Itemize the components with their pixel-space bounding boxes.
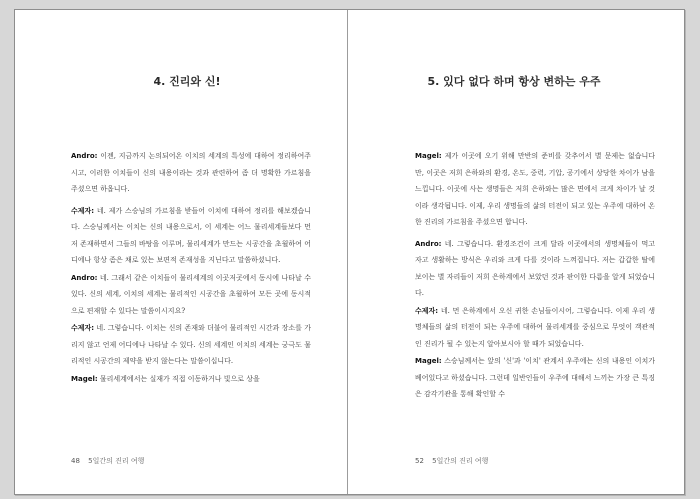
paragraph [71,371,311,388]
running-title: 5일간의 진리 여행 [88,457,145,465]
paragraph-text: 물리세계에서는 실재가 직접 이동하거나 빛으로 상을 [97,374,260,383]
book-spread [14,9,685,495]
speaker-label: Andro: [71,152,98,160]
paragraph [71,148,311,198]
paragraph-text: 스승님께서는 앞의 '신'과 '이치' 관계서 우주에는 신의 내용인 이치가 베어있다고 하셨습니다. 그런데 일반인들이 우주에 대해서 느끼는 가장 큰 특징은 감각기관을 통해 확인할 수 [415,357,655,398]
chapter-title: 5. 있다 없다 하며 항상 변하는 우주 [427,75,601,88]
running-title: 5일간의 진리 여행 [432,457,489,465]
paragraph [415,236,655,302]
paragraph [71,203,311,269]
paragraph [415,148,655,231]
speaker-label: 수제자: [415,306,439,315]
paragraph-text: 네. 그래서 같은 이치들이 물리세계의 이곳저곳에서 동시에 나타날 수 있다. 신의 세계, 이치의 세계는 물리적인 시공간을 초월하여 모든 곳에 동시적으로 편재할 수 있다는 말씀이시지요? [71,273,311,315]
page-body [415,148,655,404]
paragraph [71,320,311,370]
chapter-title: 4. 진리와 신! [153,75,221,88]
speaker-label: 수제자: [71,324,95,332]
speaker-label: Andro: [71,273,98,282]
paragraph [71,270,311,320]
paragraph-text: 이젠, 지금까지 논의되어온 이치의 세계의 특성에 대하여 정리하여주시고, 이러한 이치들이 신의 내용이라는 것과 관련하여 좀 더 명확한 가르침을 주셨으면 하옵니다. [71,152,311,193]
speaker-label: Magel: [71,374,98,383]
speaker-label: Magel: [415,357,442,365]
page-footer [415,456,488,466]
speaker-label: Magel: [415,152,442,160]
speaker-label: 수제자: [71,206,95,215]
paragraph-text: 네. 먼 은하계에서 오신 귀한 손님들이시어, 그렇습니다. 이제 우리 생명체들의 삶의 터전이 되는 우주에 대하여 물리세계를 중심으로 무엇이 객관적인 진리가 될 수 있는지 알아보시아 할 때가 되었습니다. [415,306,655,348]
paragraph-text: 제가 이곳에 오기 위해 만반의 준비를 갖추어서 별 문제는 없습니다만, 이곳은 저희 은하와의 환경, 온도, 중력, 기압, 공기에서 상당한 차이가 남을 느낍니다. 이곳에 사는 생명들은 저희 은하와는 많은 면에서 크게 차이가 날 것이라 생각됩니다. 이제, 우리 생명들의 삶의 터전이 되고 있는 우주에 대하여 온한 진리의 가르침을 주셨으면 합니다. [415,152,655,226]
paragraph-text: 네. 제가 스승님의 가르침을 받들어 이치에 대하여 정리를 해보겠습니다. 스승님께서는 이치는 신의 내용으로서, 이 세계는 어느 물리세계들보다 먼저 존재하면서 그들의 바탕을 이루며, 물리세계가 만드는 시공간을 초월하여 어디에나 항상 좀은 채로 있는 보편적 존재성을 지닌다고 말씀하셨니다. [71,206,311,264]
right-page [348,10,680,494]
paragraph [415,353,655,403]
page-footer [71,456,144,466]
left-page [15,10,348,494]
page-number: 48 [71,457,80,465]
speaker-label: Andro: [415,239,442,248]
paragraph-text: 네. 그렇습니다. 환경조건이 크게 달라 이곳에서의 생명체들이 먹고 자고 생활하는 방식은 우리와 크게 다를 것이라 느껴집니다. 저는 갑갑한 탈에 보이는 별 자리들이 저희 은하계에서 보았던 것과 판이한 다름을 알게 되었습니다. [415,239,655,297]
page-body [71,148,311,388]
page-number: 52 [415,457,424,465]
paragraph [415,303,655,353]
paragraph-text: 네. 그렇습니다. 이치는 신의 존재와 더불어 물리적인 시간과 장소를 가리지 않고 언제 어디에나 나타날 수 있다. 신의 세계인 이치의 세계는 궁극도 물리적인 시공간의 제약을 받지 않는다는 말씀이십니다. [71,324,311,365]
